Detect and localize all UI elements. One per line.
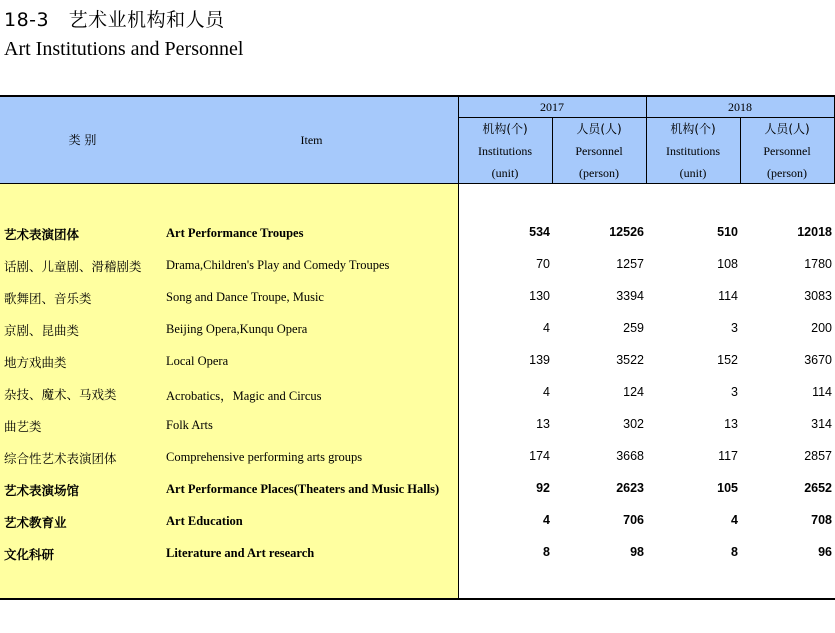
- page-title-chinese: 18-3 艺术业机构和人员: [4, 9, 225, 31]
- institutions-2018-value: 8: [731, 545, 738, 559]
- personnel-2018-value: 114: [812, 385, 832, 399]
- personnel-2018-value: 3083: [804, 289, 832, 303]
- header-institutions-cn: 机构(个): [482, 122, 528, 136]
- institutions-2017-value: 8: [543, 545, 550, 559]
- institutions-2018-value: 3: [731, 321, 738, 335]
- page-title-english: Art Institutions and Personnel: [4, 38, 244, 60]
- personnel-2018-value: 1780: [804, 257, 832, 271]
- institutions-2018-value: 4: [731, 513, 738, 527]
- institutions-2017-value: 174: [529, 449, 550, 463]
- institutions-2018-value: 105: [717, 481, 738, 495]
- personnel-2017-value: 1257: [616, 257, 644, 271]
- institutions-2018-value: 510: [717, 225, 738, 239]
- table-row: [0, 441, 835, 473]
- table-row: [0, 505, 835, 537]
- table-row: [0, 537, 835, 569]
- personnel-2017-value: 12526: [609, 225, 644, 239]
- header-institutions-en: Institutions: [477, 144, 532, 158]
- personnel-2018-value: 96: [818, 545, 832, 559]
- header-personnel-en: Personnel: [575, 144, 623, 158]
- institutions-2018-value: 152: [717, 353, 738, 367]
- institutions-2017-value: 4: [543, 321, 550, 335]
- row-label-cn: 文化科研: [4, 547, 55, 562]
- row-label-en: Art Education: [166, 514, 243, 528]
- row-label-en: Art Performance Troupes: [166, 226, 304, 240]
- personnel-2017-value: 259: [623, 321, 644, 335]
- institutions-2017-value: 13: [536, 417, 550, 431]
- header-institutions-2017: [458, 118, 552, 184]
- table-row: [0, 473, 835, 505]
- row-label-en: Literature and Art research: [166, 546, 315, 560]
- row-label-en: Beijing Opera,Kunqu Opera: [166, 322, 308, 336]
- header-institutions-2018: [646, 118, 740, 184]
- personnel-2018-value: 2857: [804, 449, 832, 463]
- table-row: [0, 345, 835, 377]
- row-label-cn: 杂技、魔术、马戏类: [4, 387, 117, 402]
- header-personnel-unit: (person): [579, 166, 619, 180]
- personnel-2018-value: 708: [811, 513, 832, 527]
- institutions-2018-value: 3: [731, 385, 738, 399]
- header-item: Item: [300, 133, 323, 147]
- personnel-2017-value: 3668: [616, 449, 644, 463]
- personnel-2017-value: 302: [623, 417, 644, 431]
- header-personnel-unit: (person): [767, 166, 807, 180]
- row-label-cn: 艺术教育业: [4, 515, 67, 530]
- personnel-2017-value: 706: [623, 513, 644, 527]
- personnel-2018-value: 314: [811, 417, 832, 431]
- table-row: [0, 409, 835, 441]
- header-category: 类 别: [68, 133, 97, 147]
- row-label-en: Comprehensive performing arts groups: [166, 450, 363, 464]
- personnel-2018-value: 2652: [804, 481, 832, 495]
- row-label-cn: 地方戏曲类: [4, 355, 67, 370]
- personnel-2017-value: 3522: [616, 353, 644, 367]
- institutions-2018-value: 13: [724, 417, 738, 431]
- header-year-2017: 2017: [540, 100, 564, 114]
- institutions-2017-value: 4: [543, 385, 550, 399]
- row-label-en: Local Opera: [166, 354, 229, 368]
- header-personnel-2018: [740, 118, 834, 184]
- row-label-en: Art Performance Places(Theaters and Music Halls): [166, 482, 440, 496]
- personnel-2018-value: 200: [811, 321, 832, 335]
- row-label-cn: 综合性艺术表演团体: [4, 451, 117, 466]
- institutions-2017-value: 139: [529, 353, 550, 367]
- table-row: [0, 313, 835, 345]
- institutions-2018-value: 117: [718, 449, 738, 463]
- row-label-en: Folk Arts: [166, 418, 213, 432]
- header-institutions-unit: (unit): [679, 166, 707, 180]
- table-top-rule: [0, 95, 835, 97]
- row-label-cn: 话剧、儿童剧、滑稽剧类: [4, 259, 142, 274]
- personnel-2018-value: 12018: [797, 225, 832, 239]
- table-row: [0, 377, 835, 409]
- row-label-en: Song and Dance Troupe, Music: [166, 290, 324, 304]
- personnel-2017-value: 124: [623, 385, 644, 399]
- header-institutions-cn: 机构(个): [670, 122, 716, 136]
- header-personnel-en: Personnel: [763, 144, 811, 158]
- institutions-2018-value: 108: [717, 257, 738, 271]
- institutions-2017-value: 534: [529, 225, 550, 239]
- personnel-2017-value: 98: [630, 545, 644, 559]
- header-institutions-en: Institutions: [665, 144, 720, 158]
- personnel-2017-value: 3394: [616, 289, 644, 303]
- table-row: [0, 281, 835, 313]
- table-bottom-rule: [0, 598, 835, 600]
- row-label-cn: 艺术表演场馆: [4, 483, 80, 498]
- personnel-2018-value: 3670: [804, 353, 832, 367]
- row-label-cn: 歌舞团、音乐类: [4, 291, 92, 306]
- row-label-cn: 曲艺类: [4, 419, 42, 434]
- personnel-2017-value: 2623: [616, 481, 644, 495]
- table-row: [0, 249, 835, 281]
- institutions-2017-value: 92: [536, 481, 550, 495]
- header-institutions-unit: (unit): [491, 166, 519, 180]
- institutions-2017-value: 130: [529, 289, 550, 303]
- institutions-2017-value: 4: [543, 513, 550, 527]
- row-label-cn: 艺术表演团体: [4, 227, 80, 242]
- header-personnel-cn: 人员(人): [576, 122, 622, 136]
- institutions-2017-value: 70: [536, 257, 550, 271]
- row-label-en: Drama,Children's Play and Comedy Troupes: [166, 258, 390, 272]
- header-personnel-cn: 人员(人): [764, 122, 810, 136]
- table-row: [0, 217, 835, 249]
- row-label-cn: 京剧、昆曲类: [4, 323, 80, 338]
- row-label-en: Acrobatics，Magic and Circus: [166, 389, 322, 403]
- institutions-2018-value: 114: [718, 289, 738, 303]
- header-personnel-2017: [552, 118, 646, 184]
- header-year-2018: 2018: [728, 100, 752, 114]
